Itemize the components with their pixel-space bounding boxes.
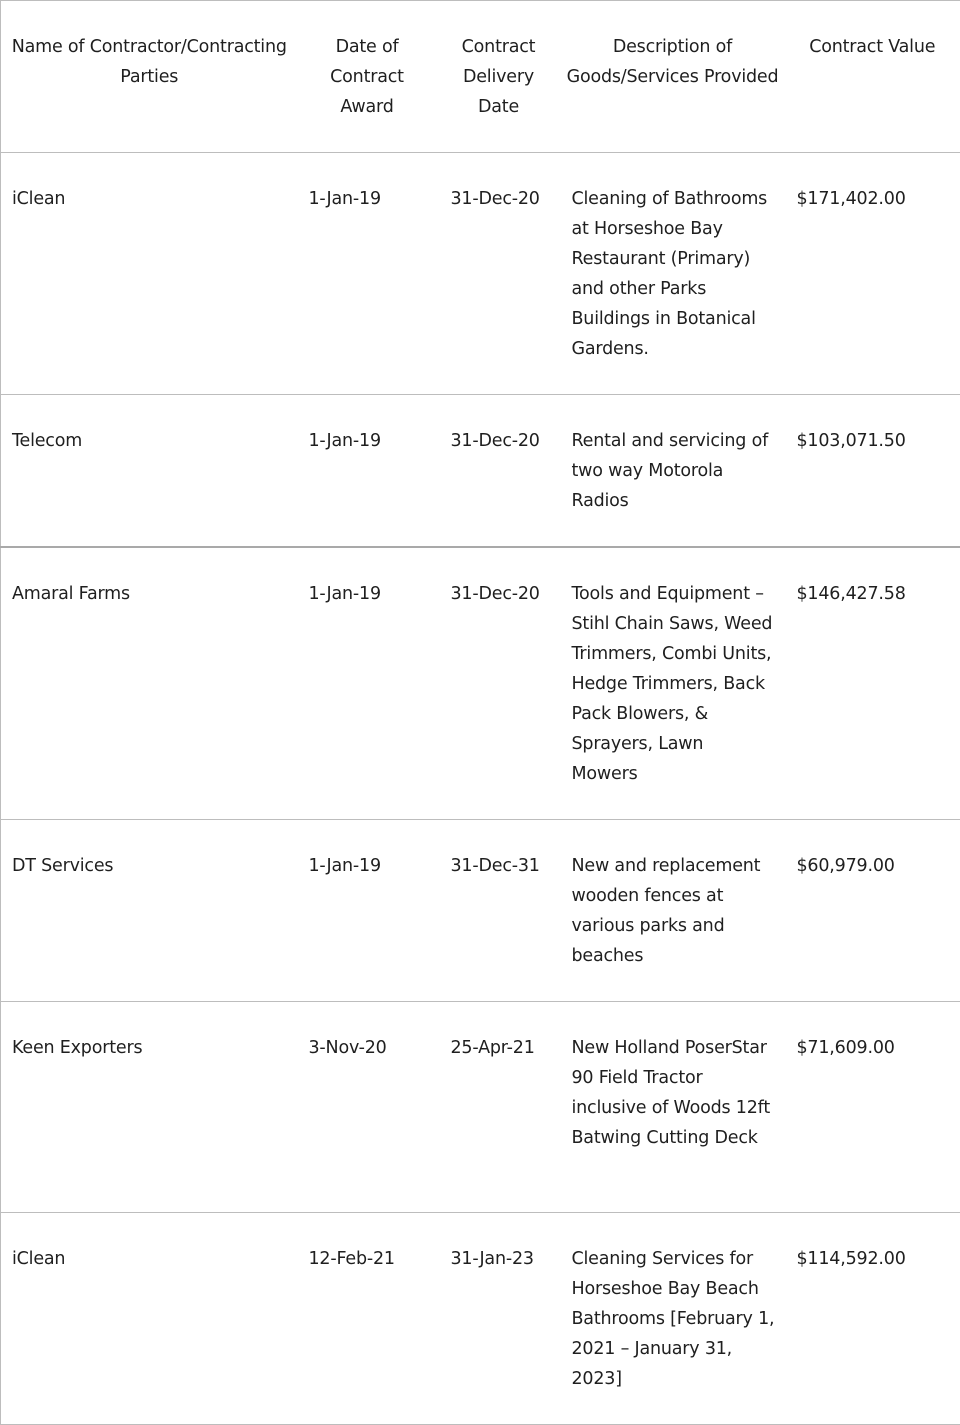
table-header (1, 1, 960, 153)
header-description: Description of Goods/Services Provided (561, 1, 785, 153)
cell-contractor-name: DT Services (1, 820, 298, 1002)
cell-description: New and replacement wooden fences at various parks and beaches (561, 820, 785, 1002)
header-contract-value: Contract Value (785, 1, 960, 153)
table-row (1, 153, 960, 395)
cell-contract-value: $171,402.00 (785, 153, 960, 395)
cell-description: New Holland PoserStar 90 Field Tractor inclusive of Woods 12ft Batwing Cutting Deck (561, 1002, 785, 1213)
cell-award-date: 1-Jan-19 (298, 820, 437, 1002)
table-row (1, 820, 960, 1002)
cell-contractor-name: Telecom (1, 395, 298, 548)
header-delivery-date: Contract Delivery Date (437, 1, 561, 153)
header-award-date: Date of Contract Award (298, 1, 437, 153)
cell-contract-value: $60,979.00 (785, 820, 960, 1002)
header-row (1, 1, 960, 153)
cell-delivery-date: 25-Apr-21 (437, 1002, 561, 1213)
cell-award-date: 1-Jan-19 (298, 153, 437, 395)
cell-contract-value: $71,609.00 (785, 1002, 960, 1213)
table-row (1, 547, 960, 820)
cell-delivery-date: 31-Dec-20 (437, 547, 561, 820)
cell-delivery-date: 31-Dec-31 (437, 820, 561, 1002)
table-row (1, 395, 960, 548)
cell-contract-value: $114,592.00 (785, 1213, 960, 1425)
cell-description: Tools and Equipment – Stihl Chain Saws, Weed Trimmers, Combi Units, Hedge Trimmers, Back Pack Blowers, & Sprayers, Lawn Mowers (561, 547, 785, 820)
cell-contractor-name: Keen Exporters (1, 1002, 298, 1213)
cell-contractor-name: iClean (1, 1213, 298, 1425)
table-body (1, 153, 960, 1425)
cell-delivery-date: 31-Dec-20 (437, 395, 561, 548)
cell-delivery-date: 31-Jan-23 (437, 1213, 561, 1425)
table-row (1, 1002, 960, 1213)
cell-award-date: 1-Jan-19 (298, 395, 437, 548)
cell-award-date: 3-Nov-20 (298, 1002, 437, 1213)
header-contractor-name: Name of Contractor/Contracting Parties (1, 1, 298, 153)
cell-description: Cleaning Services for Horseshoe Bay Beach Bathrooms [February 1, 2021 – January 31, 2023] (561, 1213, 785, 1425)
cell-delivery-date: 31-Dec-20 (437, 153, 561, 395)
cell-description: Cleaning of Bathrooms at Horseshoe Bay Restaurant (Primary) and other Parks Buildings in Botanical Gardens. (561, 153, 785, 395)
cell-contractor-name: Amaral Farms (1, 547, 298, 820)
cell-contract-value: $146,427.58 (785, 547, 960, 820)
cell-description: Rental and servicing of two way Motorola Radios (561, 395, 785, 548)
cell-contract-value: $103,071.50 (785, 395, 960, 548)
cell-award-date: 1-Jan-19 (298, 547, 437, 820)
cell-award-date: 12-Feb-21 (298, 1213, 437, 1425)
cell-contractor-name: iClean (1, 153, 298, 395)
table-row (1, 1213, 960, 1425)
